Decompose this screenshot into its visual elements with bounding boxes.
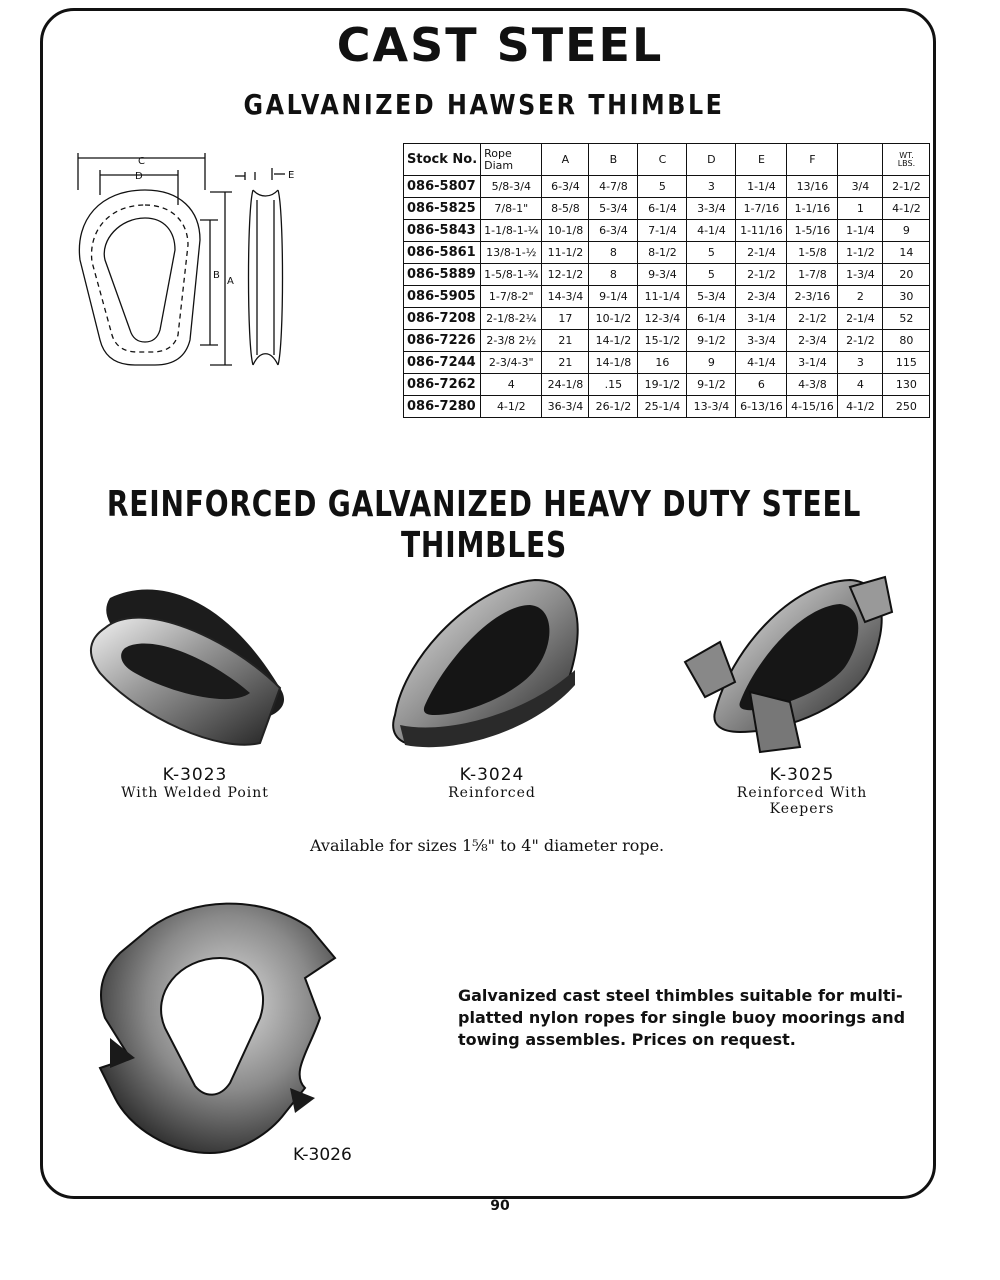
stock-number-cell: 086-5843: [404, 220, 481, 242]
table-row: [404, 264, 930, 286]
table-cell: 1-1/2: [838, 242, 883, 264]
table-cell: 3/4: [838, 176, 883, 198]
table-cell: 1-7/8: [787, 264, 838, 286]
dim-label-c: C: [138, 156, 145, 167]
table-cell: 3: [838, 352, 883, 374]
table-cell: 6: [736, 374, 787, 396]
product-code: K-3023: [162, 765, 228, 785]
stock-number-cell: 086-5807: [404, 176, 481, 198]
table-cell: 21: [542, 352, 589, 374]
table-row: [404, 330, 930, 352]
table-cell: 4: [838, 374, 883, 396]
table-cell: 4-1/2: [838, 396, 883, 418]
stock-number-cell: 086-7244: [404, 352, 481, 374]
table-cell: 6-3/4: [542, 176, 589, 198]
wt-label: WT.: [899, 150, 914, 160]
table-cell: 1-1/4: [736, 176, 787, 198]
table-cell: 115: [883, 352, 930, 374]
stock-number-cell: 086-7226: [404, 330, 481, 352]
table-cell: 8: [589, 242, 638, 264]
stock-number-cell: 086-5825: [404, 198, 481, 220]
table-row: [404, 242, 930, 264]
table-cell: 12-1/2: [542, 264, 589, 286]
table-cell: 6-3/4: [589, 220, 638, 242]
product-description: Galvanized cast steel thimbles suitable for multi-platted nylon ropes for single buoy moorings and towing assembles. Prices on request.: [458, 986, 906, 1049]
product-desc: With Welded Point: [121, 785, 269, 801]
table-cell: 13/8-1-½: [481, 242, 542, 264]
table-cell: 2-3/8 2½: [481, 330, 542, 352]
col-header-f: F: [787, 144, 838, 176]
table-cell: 8-5/8: [542, 198, 589, 220]
table-cell: 1-1/16: [787, 198, 838, 220]
diam-label: Diam: [484, 158, 514, 172]
table-cell: 5/8-3/4: [481, 176, 542, 198]
table-cell: 3-3/4: [736, 330, 787, 352]
table-cell: 6-13/16: [736, 396, 787, 418]
table-row: [404, 374, 930, 396]
table-cell: 4-7/8: [589, 176, 638, 198]
k3026-thimble-image: [90, 898, 340, 1158]
table-cell: 15-1/2: [638, 330, 687, 352]
lbs-label: LBS.: [897, 158, 916, 168]
table-cell: 130: [883, 374, 930, 396]
table-cell: 1-5/16: [787, 220, 838, 242]
spec-table: [403, 143, 930, 418]
table-cell: 24-1/8: [542, 374, 589, 396]
product-caption-k3025: [702, 765, 902, 817]
table-cell: 8: [589, 264, 638, 286]
page-subtitle: GALVANIZED HAWSER THIMBLE: [243, 88, 725, 121]
product-desc-line2: Keepers: [769, 801, 835, 817]
table-cell: 9: [883, 220, 930, 242]
stock-number-cell: 086-5905: [404, 286, 481, 308]
dim-label-d: D: [135, 171, 143, 182]
col-header-c: C: [638, 144, 687, 176]
page-title: CAST STEEL: [336, 18, 664, 72]
product-caption-k3024: [392, 765, 592, 801]
table-cell: 14-1/8: [589, 352, 638, 374]
table-cell: 26-1/2: [589, 396, 638, 418]
availability-note: Available for sizes 1⅝" to 4" diameter rope.: [310, 836, 665, 855]
table-cell: 1-11/16: [736, 220, 787, 242]
table-cell: 13-3/4: [687, 396, 736, 418]
table-row: [404, 198, 930, 220]
table-cell: 16: [638, 352, 687, 374]
table-row: [404, 352, 930, 374]
table-cell: 2-1/2: [883, 176, 930, 198]
col-header-d: D: [687, 144, 736, 176]
table-cell: 1-5/8: [787, 242, 838, 264]
k3024-thimble-image: [385, 575, 585, 755]
table-cell: 7-1/4: [638, 220, 687, 242]
table-cell: 2-1/4: [736, 242, 787, 264]
dim-label-e: E: [288, 170, 295, 181]
table-cell: 2-1/4: [838, 308, 883, 330]
table-cell: 3-3/4: [687, 198, 736, 220]
table-cell: 5: [687, 242, 736, 264]
table-row: [404, 286, 930, 308]
table-cell: 3: [687, 176, 736, 198]
table-cell: 14-1/2: [589, 330, 638, 352]
table-cell: 1-7/8-2": [481, 286, 542, 308]
table-cell: 5: [687, 264, 736, 286]
stock-number-cell: 086-7208: [404, 308, 481, 330]
table-cell: 1-1/8-1-¼: [481, 220, 542, 242]
table-cell: 14-3/4: [542, 286, 589, 308]
table-cell: 2-3/16: [787, 286, 838, 308]
table-row: [404, 176, 930, 198]
table-cell: 5: [638, 176, 687, 198]
product-code: K-3025: [769, 765, 835, 785]
table-cell: 2-3/4-3": [481, 352, 542, 374]
table-cell: 4: [481, 374, 542, 396]
stock-number-cell: 086-5889: [404, 264, 481, 286]
product-code: K-3024: [459, 765, 525, 785]
col-header-g: [838, 144, 883, 176]
col-header-b: B: [589, 144, 638, 176]
table-row: [404, 220, 930, 242]
table-cell: 36-3/4: [542, 396, 589, 418]
col-header-a: A: [542, 144, 589, 176]
table-cell: 5-3/4: [589, 198, 638, 220]
table-cell: 17: [542, 308, 589, 330]
table-cell: 14: [883, 242, 930, 264]
table-cell: 2-1/2: [787, 308, 838, 330]
table-cell: 11-1/4: [638, 286, 687, 308]
table-cell: 3-1/4: [787, 352, 838, 374]
thimble-dimension-diagram: [60, 150, 310, 380]
dim-label-a: A: [227, 276, 234, 287]
table-cell: 10-1/8: [542, 220, 589, 242]
k3023-thimble-image: [80, 578, 300, 758]
table-cell: 19-1/2: [638, 374, 687, 396]
table-cell: 6-1/4: [638, 198, 687, 220]
table-cell: 80: [883, 330, 930, 352]
table-cell: 52: [883, 308, 930, 330]
table-cell: 8-1/2: [638, 242, 687, 264]
col-header-e: E: [736, 144, 787, 176]
table-cell: 12-3/4: [638, 308, 687, 330]
table-cell: 4-1/2: [481, 396, 542, 418]
table-cell: 2-3/4: [736, 286, 787, 308]
dim-label-b: B: [213, 270, 220, 281]
table-cell: 21: [542, 330, 589, 352]
table-cell: 25-1/4: [638, 396, 687, 418]
k3025-thimble-image: [680, 572, 900, 757]
table-cell: 4-1/4: [736, 352, 787, 374]
product-desc: Reinforced: [448, 785, 536, 801]
k3026-label: K-3026: [293, 1145, 352, 1165]
table-cell: 9-1/2: [687, 374, 736, 396]
table-cell: 6-1/4: [687, 308, 736, 330]
col-header-stock: Stock No.: [404, 144, 481, 176]
table-cell: 4-1/2: [883, 198, 930, 220]
table-cell: 2: [838, 286, 883, 308]
table-cell: 1: [838, 198, 883, 220]
section-title: REINFORCED GALVANIZED HEAVY DUTY STEEL THIMBLES: [106, 484, 862, 566]
table-cell: 9-1/2: [687, 330, 736, 352]
stock-number-cell: 086-5861: [404, 242, 481, 264]
table-cell: 5-3/4: [687, 286, 736, 308]
table-header-row: [404, 144, 930, 176]
table-cell: 2-1/2: [838, 330, 883, 352]
product-desc: Reinforced With: [736, 785, 868, 801]
table-cell: .15: [589, 374, 638, 396]
table-cell: 9-3/4: [638, 264, 687, 286]
table-cell: 7/8-1": [481, 198, 542, 220]
table-cell: 9: [687, 352, 736, 374]
table-row: [404, 308, 930, 330]
table-cell: 4-1/4: [687, 220, 736, 242]
product-caption-k3023: [95, 765, 295, 801]
table-cell: 20: [883, 264, 930, 286]
col-header-wt: [883, 144, 930, 176]
spec-table-body: [404, 176, 930, 418]
stock-number-cell: 086-7280: [404, 396, 481, 418]
page-number: 90: [490, 1198, 510, 1214]
table-cell: 10-1/2: [589, 308, 638, 330]
table-cell: 2-3/4: [787, 330, 838, 352]
table-cell: 3-1/4: [736, 308, 787, 330]
table-row: [404, 396, 930, 418]
table-cell: 4-3/8: [787, 374, 838, 396]
table-cell: 1-3/4: [838, 264, 883, 286]
table-cell: 30: [883, 286, 930, 308]
table-cell: 1-1/4: [838, 220, 883, 242]
table-cell: 11-1/2: [542, 242, 589, 264]
table-cell: 4-15/16: [787, 396, 838, 418]
table-cell: 2-1/8-2¼: [481, 308, 542, 330]
col-header-rope: [481, 144, 542, 176]
table-cell: 250: [883, 396, 930, 418]
table-cell: 9-1/4: [589, 286, 638, 308]
stock-number-cell: 086-7262: [404, 374, 481, 396]
table-cell: 1-7/16: [736, 198, 787, 220]
table-cell: 2-1/2: [736, 264, 787, 286]
rope-label: Rope: [484, 146, 512, 160]
table-cell: 13/16: [787, 176, 838, 198]
table-cell: 1-5/8-1-¾: [481, 264, 542, 286]
